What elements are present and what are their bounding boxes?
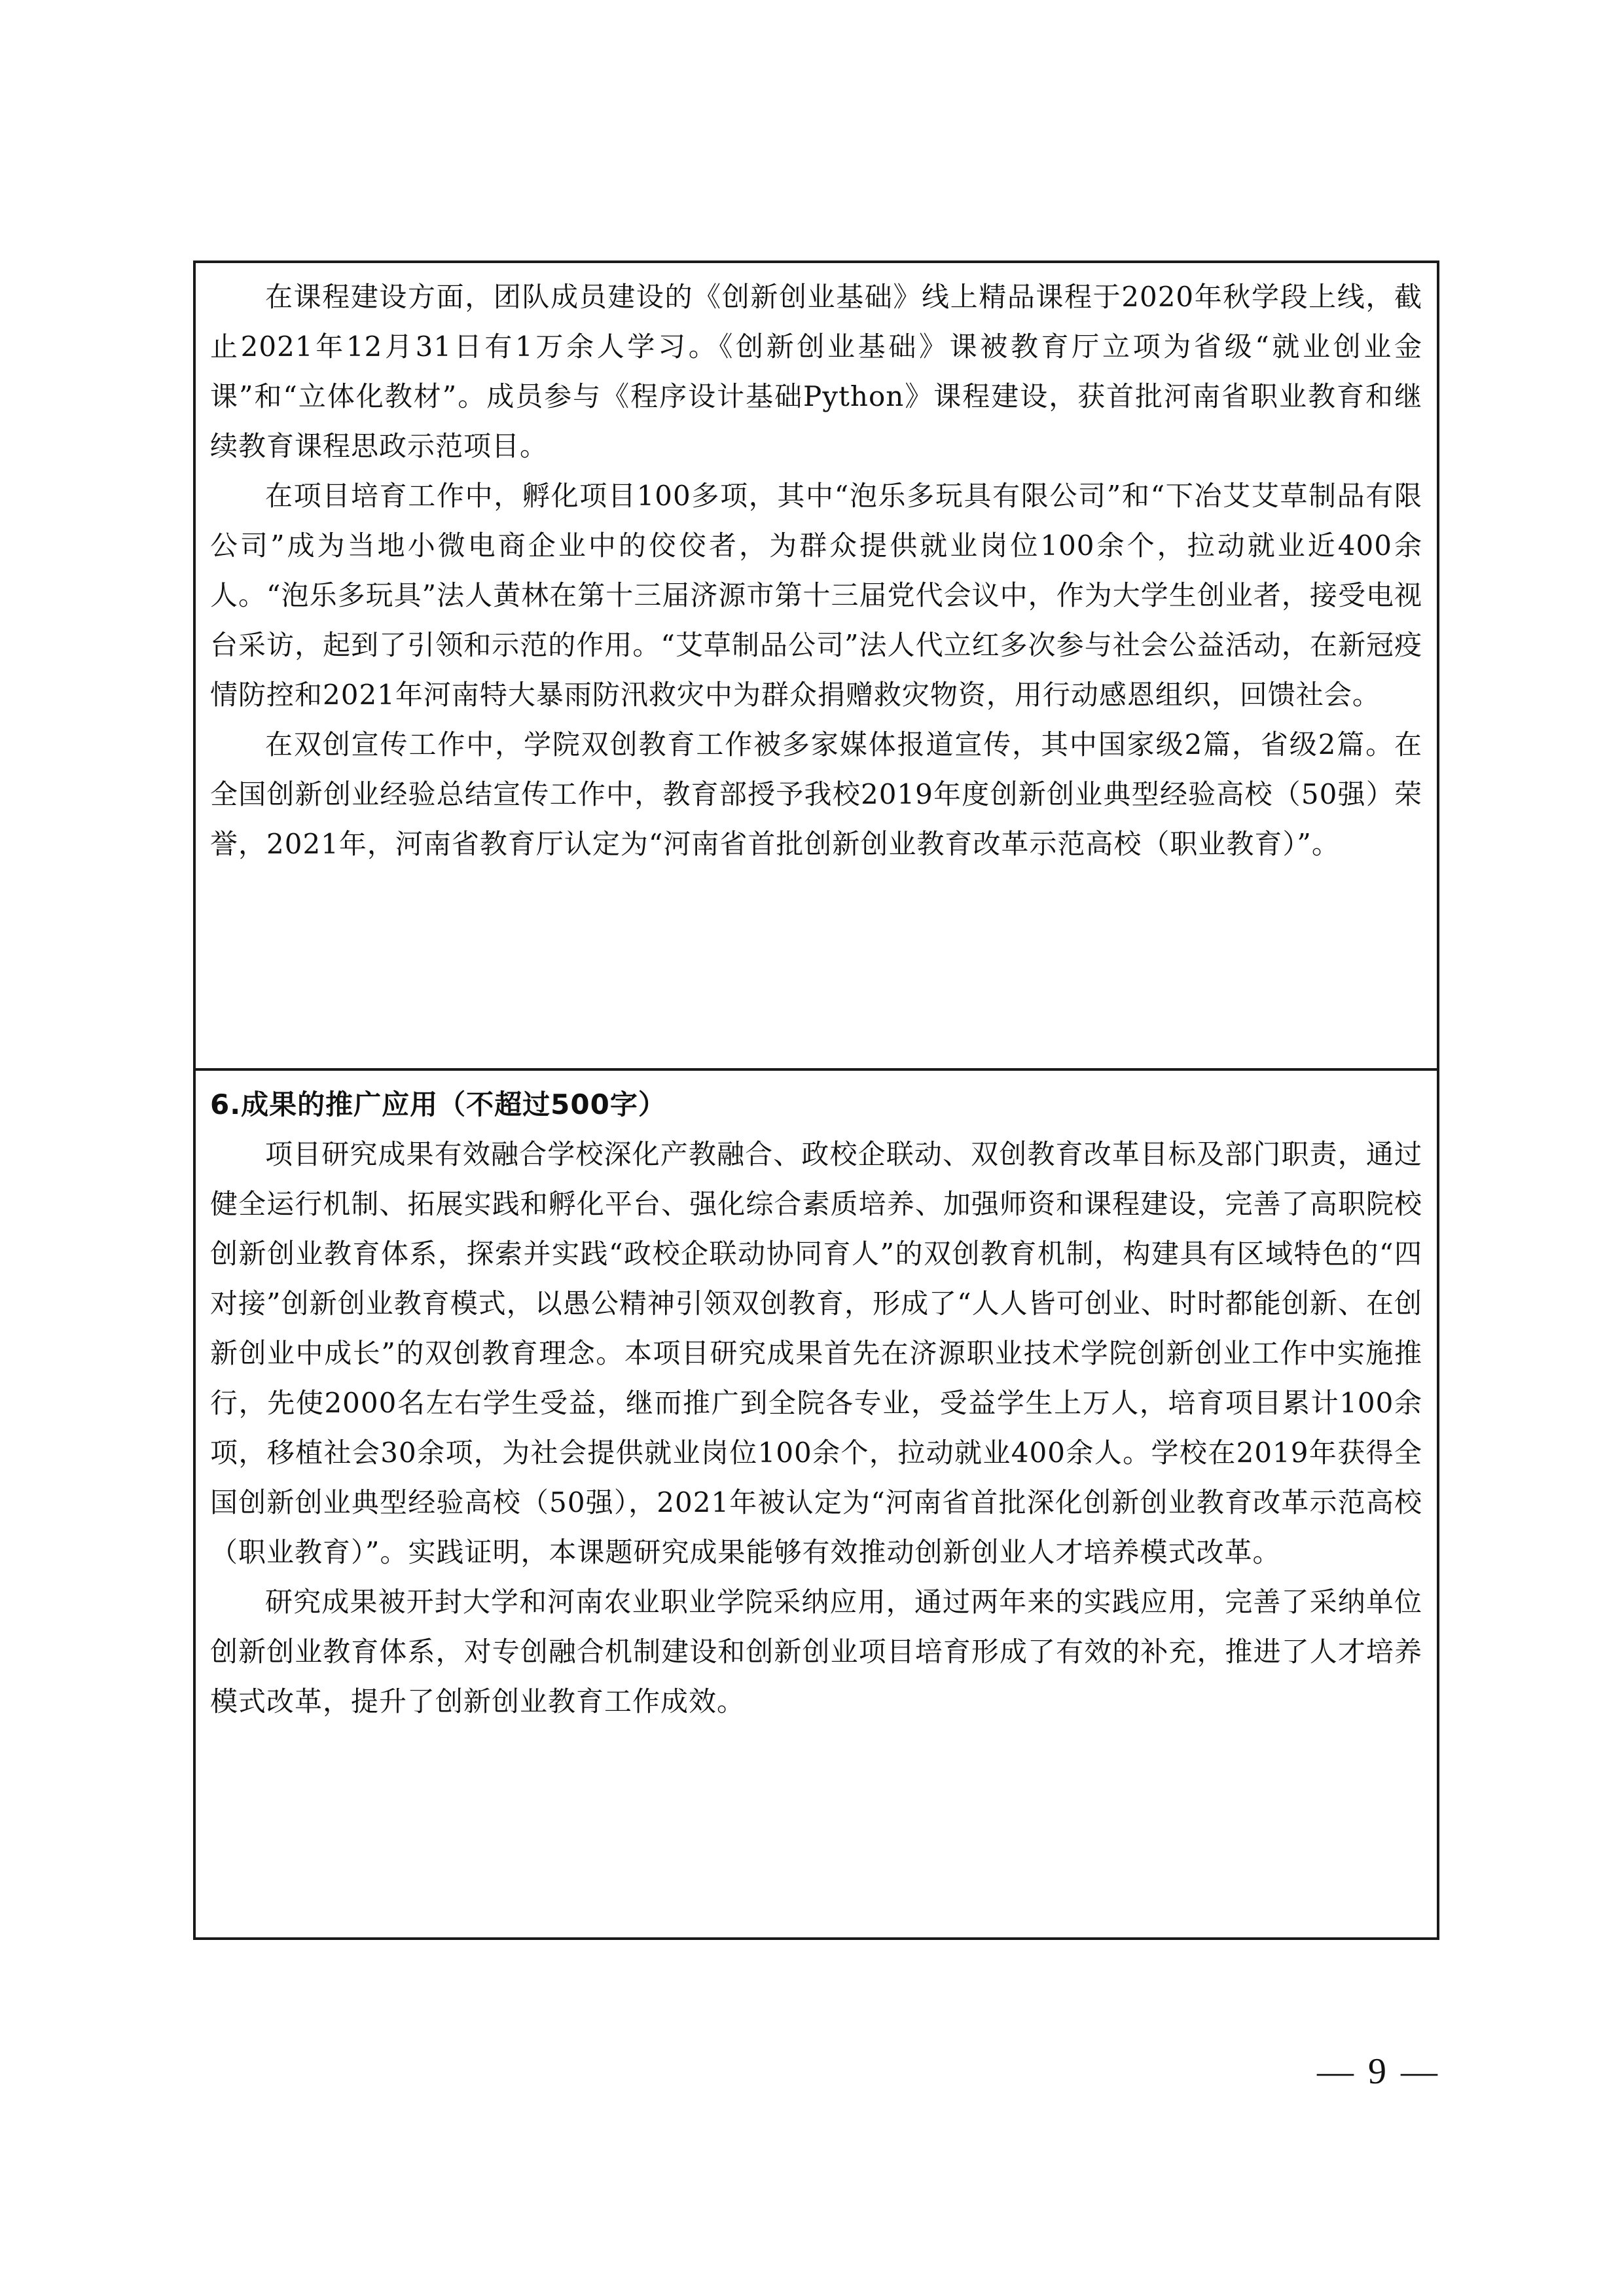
paragraph-promotion-results: 项目研究成果有效融合学校深化产教融合、政校企联动、双创教育改革目标及部门职责，通过健全运行机制、拓展实践和孵化平台、强化综合素质培养、加强师资和课程建设，完善了高职院校创新创业教育体系，探索并实践“政校企联动协同育人”的双创教育机制，构建具有区域特色的“四对接”创新创业教育模式，以愚公精神引领双创教育，形成了“人人皆可创业、时时都能创新、在创新创业中成长”的双创教育理念。本项目研究成果首先在济源职业技术学院创新创业工作中实施推行，先使2000名左右学生受益，继而推广到全院各专业，受益学生上万人，培育项目累计100余项，移植社会30余项，为社会提供就业岗位100余个，拉动就业400余人。学校在2019年获得全国创新创业典型经验高校（50强），2021年被认定为“河南省首批深化创新创业教育改革示范高校（职业教育）”。实践证明，本课题研究成果能够有效推动创新创业人才培养模式改革。 <box>210 1138 1422 1568</box>
table-cell-achievements <box>196 263 1437 1068</box>
paragraph-publicity: 在双创宣传工作中，学院双创教育工作被多家媒体报道宣传，其中国家级2篇，省级2篇。在全国创新创业经验总结宣传工作中，教育部授予我校2019年度创新创业典型经验高校（50强）荣誉，2021年，河南省教育厅认定为“河南省首批创新创业教育改革示范高校（职业教育）”。 <box>210 728 1422 860</box>
page-number: — 9 — <box>1317 2051 1440 2092</box>
paragraph-adoption: 研究成果被开封大学和河南农业职业学院采纳应用，通过两年来的实践应用，完善了采纳单位创新创业教育体系，对专创融合机制建设和创新创业项目培育形成了有效的补充，推进了人才培养模式改革，提升了创新创业教育工作成效。 <box>210 1586 1422 1717</box>
table-cell-promotion <box>196 1068 1437 1937</box>
document-table <box>193 260 1439 1940</box>
paragraph-course-construction: 在课程建设方面，团队成员建设的《创新创业基础》线上精品课程于2020年秋学段上线，截止2021年12月31日有1万余人学习。《创新创业基础》课被教育厅立项为省级“就业创业金课”和“立体化教材”。成员参与《程序设计基础Python》课程建设，获首批河南省职业教育和继续教育课程思政示范项目。 <box>210 281 1422 462</box>
section-heading: 6.成果的推广应用（不超过500字） <box>210 1088 666 1121</box>
paragraph-project-incubation: 在项目培育工作中，孵化项目100多项，其中“泡乐多玩具有限公司”和“下冶艾艾草制品有限公司”成为当地小微电商企业中的佼佼者，为群众提供就业岗位100余个，拉动就业近400余人。“泡乐多玩具”法人黄林在第十三届济源市第十三届党代会议中，作为大学生创业者，接受电视台采访，起到了引领和示范的作用。“艾草制品公司”法人代立红多次参与社会公益活动，在新冠疫情防控和2021年河南特大暴雨防汛救灾中为群众捐赠救灾物资，用行动感恩组织，回馈社会。 <box>210 480 1422 711</box>
